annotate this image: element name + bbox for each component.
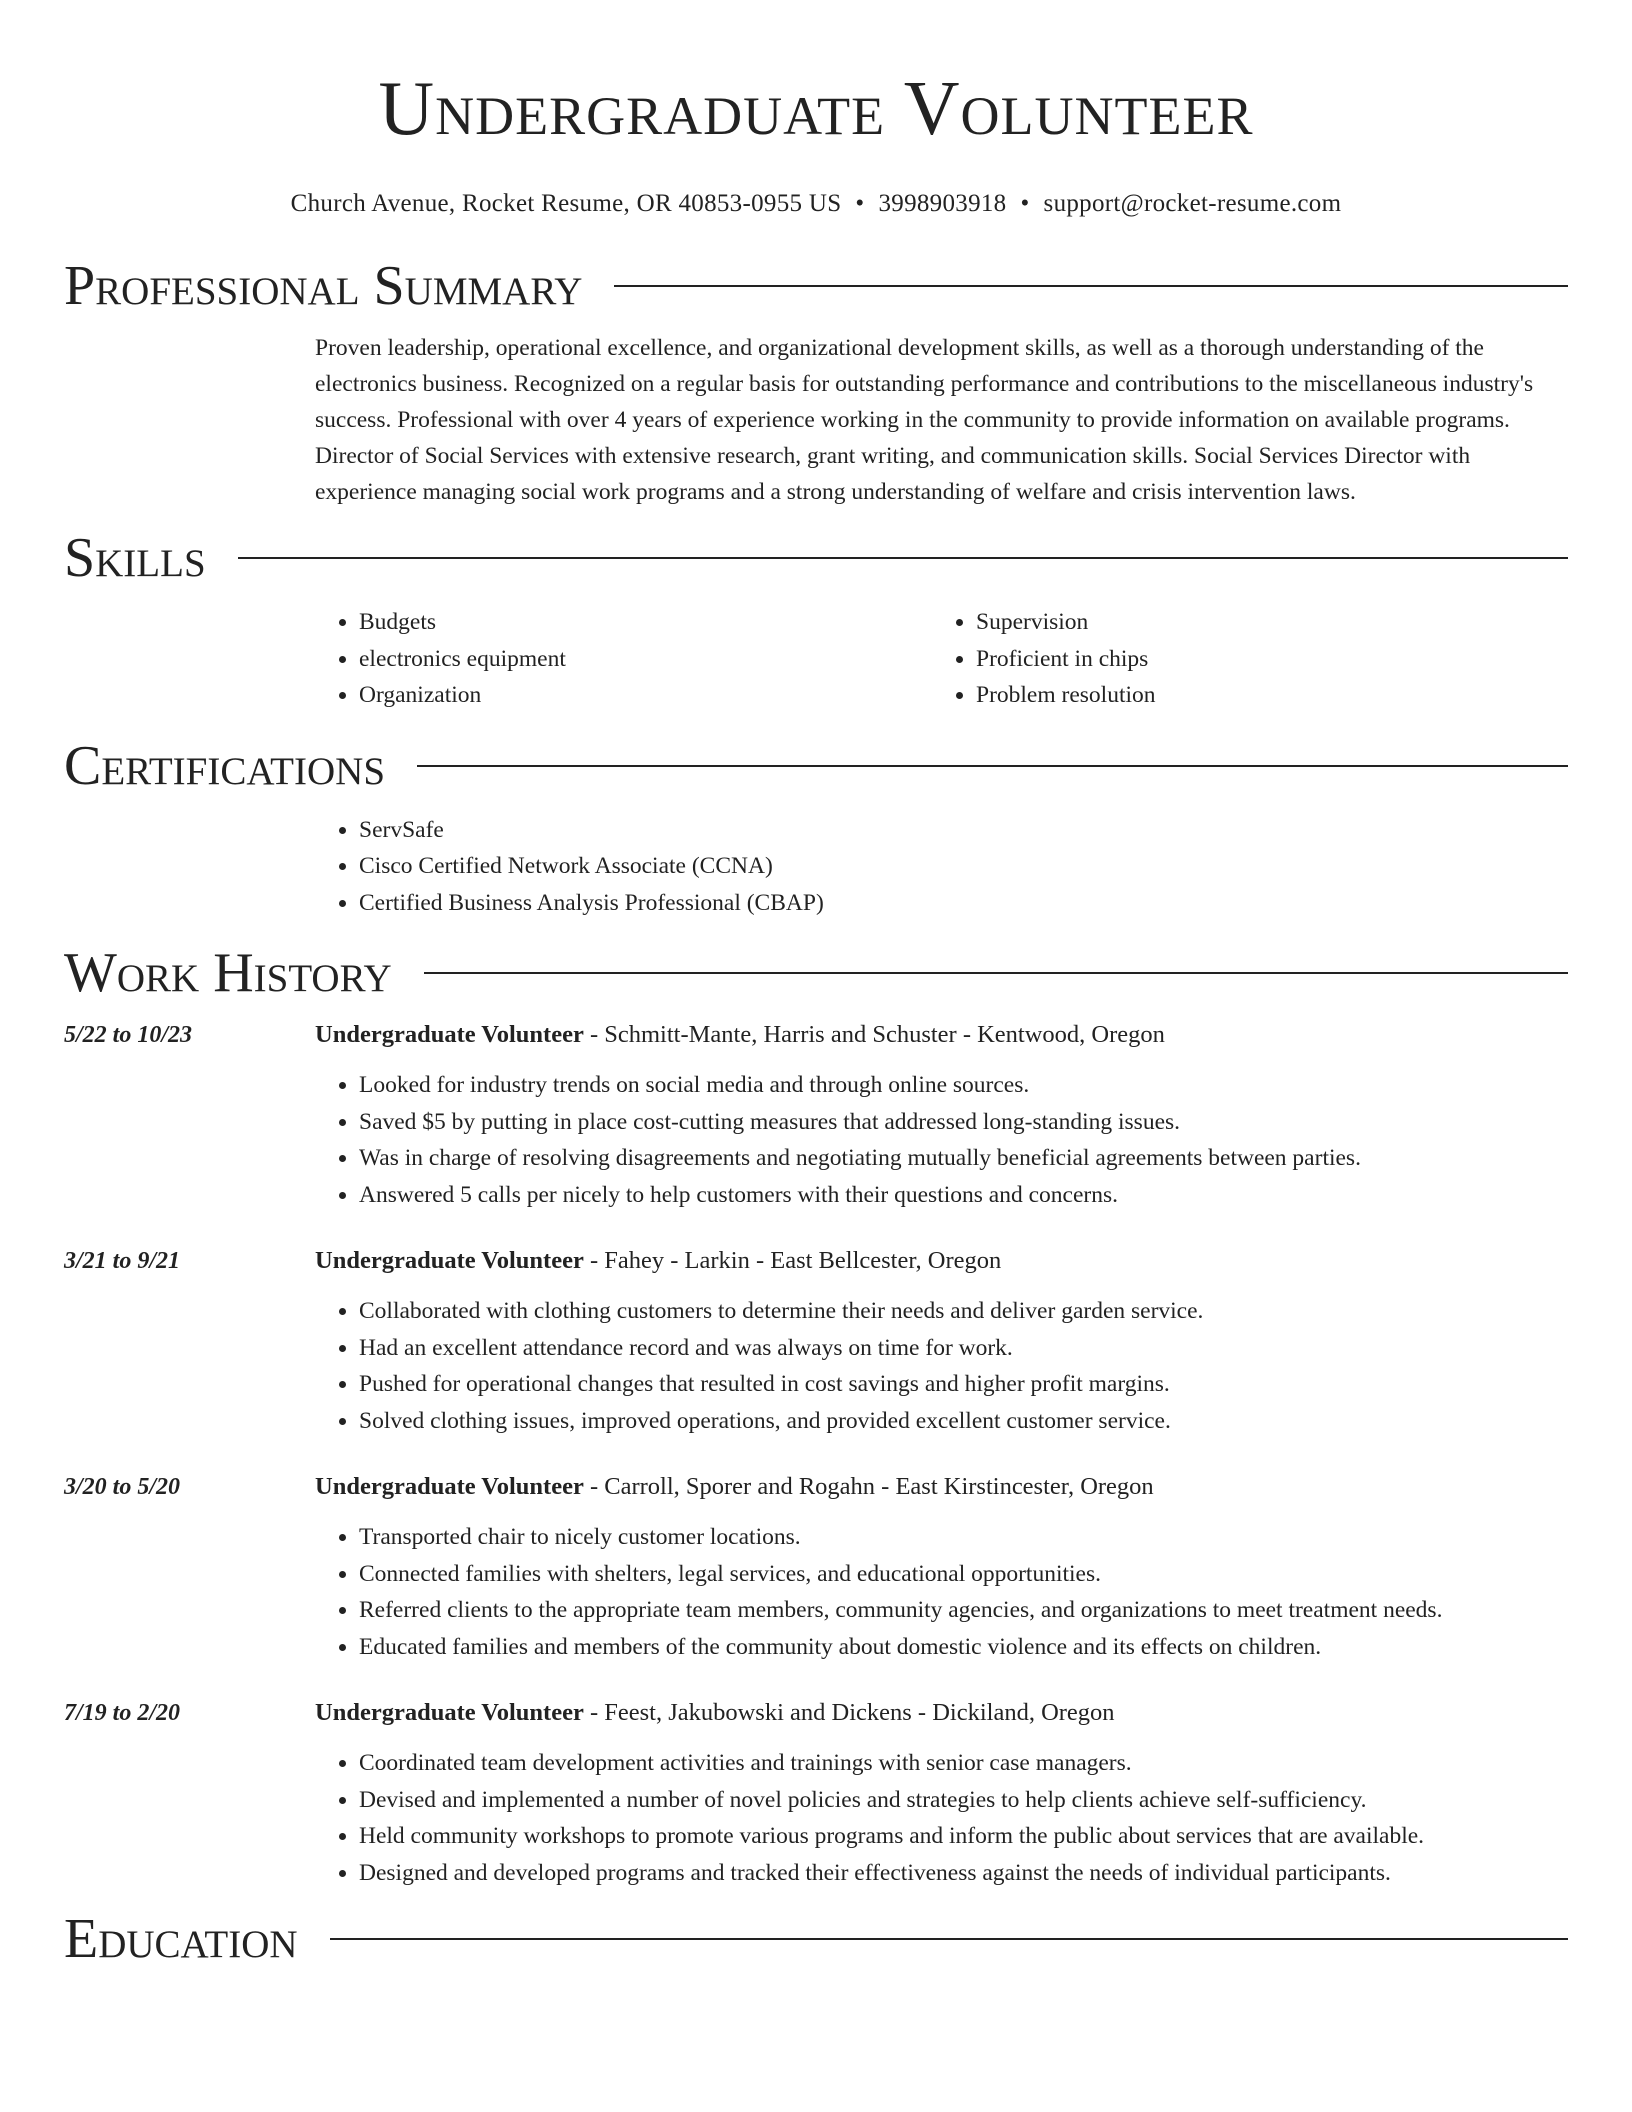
- section-divider: [238, 557, 1568, 559]
- section-divider: [424, 972, 1568, 974]
- job-header: [315, 1243, 1568, 1279]
- contact-email: support@rocket-resume.com: [1043, 190, 1342, 217]
- job-body: [315, 1017, 1568, 1213]
- skills-section-header: [64, 528, 1568, 588]
- certifications-bullets: [315, 812, 1568, 922]
- job-entry: [64, 1243, 1568, 1439]
- skill-item: • Supervision: [976, 604, 1549, 641]
- job-title: Undergraduate Volunteer: [315, 1247, 584, 1274]
- job-employer: - Carroll, Sporer and Rogahn - East Kirstincester, Oregon: [583, 1473, 1154, 1500]
- job-bullet: • Pushed for operational changes that resulted in cost savings and higher profit margins.: [359, 1366, 1568, 1403]
- skills-list-left: [315, 604, 932, 714]
- work-history-section-header: [64, 943, 1568, 1003]
- certifications-section-title: Certifications: [64, 734, 386, 797]
- job-title: Undergraduate Volunteer: [315, 1473, 584, 1500]
- job-bullets: [315, 1519, 1568, 1665]
- job-entry: [64, 1695, 1568, 1891]
- job-body: [315, 1243, 1568, 1439]
- skill-item: • electronics equipment: [359, 641, 932, 678]
- job-bullet: • Held community workshops to promote various programs and inform the public about services that are available.: [359, 1818, 1568, 1855]
- job-bullet: • Educated families and members of the community about domestic violence and its effects on children.: [359, 1629, 1568, 1666]
- education-section-header: [64, 1909, 1568, 1969]
- section-divider: [330, 1938, 1568, 1940]
- job-entry: [64, 1017, 1568, 1213]
- skills-column-left: [315, 604, 932, 714]
- job-bullet: • Solved clothing issues, improved operations, and provided excellent customer service.: [359, 1403, 1568, 1440]
- certification-item: • Certified Business Analysis Professional (CBAP): [359, 885, 1568, 922]
- contact-separator: •: [855, 190, 865, 217]
- job-dates: 3/21 to 9/21: [64, 1248, 181, 1274]
- job-bullet: • Had an excellent attendance record and was always on time for work.: [359, 1330, 1568, 1367]
- certification-item: • Cisco Certified Network Associate (CCNA): [359, 848, 1568, 885]
- job-bullet: • Coordinated team development activities and trainings with senior case managers.: [359, 1745, 1568, 1782]
- job-bullet: • Looked for industry trends on social media and through online sources.: [359, 1067, 1568, 1104]
- job-bullets: [315, 1067, 1568, 1213]
- job-bullets: [315, 1745, 1568, 1891]
- skill-item: • Organization: [359, 677, 932, 714]
- summary-text: Proven leadership, operational excellence, and organizational development skills, as well as a thorough understanding of the electronics business. Recognized on a regular basis for outstanding performance and contributions to the miscellaneous industry's success. Professional with over 4 years of experience working in the community to provide information on available programs. Director of Social Services with extensive research, grant writing, and communication skills. Social Services Director with experience managing social work programs and a strong understanding of welfare and crisis intervention laws.: [315, 335, 1534, 505]
- certifications-list: [315, 812, 1568, 922]
- skills-section-title: Skills: [64, 527, 206, 589]
- job-bullet: • Was in charge of resolving disagreements and negotiating mutually beneficial agreements between parties.: [359, 1140, 1568, 1177]
- certifications-section-header: [64, 736, 1568, 796]
- job-header: [315, 1695, 1568, 1731]
- job-employer: - Feest, Jakubowski and Dickens - Dickiland, Oregon: [583, 1699, 1115, 1726]
- education-section-title: Education: [64, 1908, 298, 1970]
- job-bullet: • Referred clients to the appropriate team members, community agencies, and organizations to meet treatment needs.: [359, 1592, 1568, 1629]
- job-bullet: • Designed and developed programs and tracked their effectiveness against the needs of individual participants.: [359, 1855, 1568, 1892]
- skills-column-right: [932, 604, 1549, 714]
- job-title: Undergraduate Volunteer: [315, 1021, 584, 1048]
- skill-item: • Budgets: [359, 604, 932, 641]
- job-bullet: • Answered 5 calls per nicely to help customers with their questions and concerns.: [359, 1177, 1568, 1214]
- contact-separator: •: [1020, 190, 1030, 217]
- job-bullet: • Collaborated with clothing customers to determine their needs and deliver garden service.: [359, 1293, 1568, 1330]
- job-header: [315, 1017, 1568, 1053]
- job-dates: 7/19 to 2/20: [64, 1700, 181, 1726]
- job-dates: 3/20 to 5/20: [64, 1474, 181, 1500]
- job-header: [315, 1469, 1568, 1505]
- work-history-section-title: Work History: [64, 942, 392, 1004]
- candidate-name: Undergraduate Volunteer: [378, 65, 1254, 151]
- summary-section-header: [64, 256, 1568, 316]
- skill-item: • Problem resolution: [976, 677, 1549, 714]
- job-employer: - Fahey - Larkin - East Bellcester, Oregon: [583, 1247, 1002, 1274]
- summary-section-title: Professional Summary: [64, 255, 583, 317]
- job-employer: - Schmitt-Mante, Harris and Schuster - Kentwood, Oregon: [583, 1021, 1165, 1048]
- contact-address: Church Avenue, Rocket Resume, OR 40853-0955 US: [290, 190, 842, 217]
- skills-list-right: [932, 604, 1549, 714]
- job-entry: [64, 1469, 1568, 1665]
- job-body: [315, 1469, 1568, 1665]
- section-divider: [417, 765, 1568, 767]
- section-divider: [614, 285, 1568, 287]
- skills-grid: [315, 604, 1568, 714]
- job-bullet: • Connected families with shelters, legal services, and educational opportunities.: [359, 1556, 1568, 1593]
- certification-item: • ServSafe: [359, 812, 1568, 849]
- skill-item: • Proficient in chips: [976, 641, 1549, 678]
- job-dates: 5/22 to 10/23: [64, 1022, 193, 1048]
- job-body: [315, 1695, 1568, 1891]
- job-bullet: • Devised and implemented a number of novel policies and strategies to help clients achieve self-sufficiency.: [359, 1782, 1568, 1819]
- job-bullets: [315, 1293, 1568, 1439]
- contact-phone: 3998903918: [878, 190, 1007, 217]
- job-bullet: • Transported chair to nicely customer locations.: [359, 1519, 1568, 1556]
- contact-line: [64, 188, 1568, 220]
- job-title: Undergraduate Volunteer: [315, 1699, 584, 1726]
- job-bullet: • Saved $5 by putting in place cost-cutting measures that addressed long-standing issues.: [359, 1104, 1568, 1141]
